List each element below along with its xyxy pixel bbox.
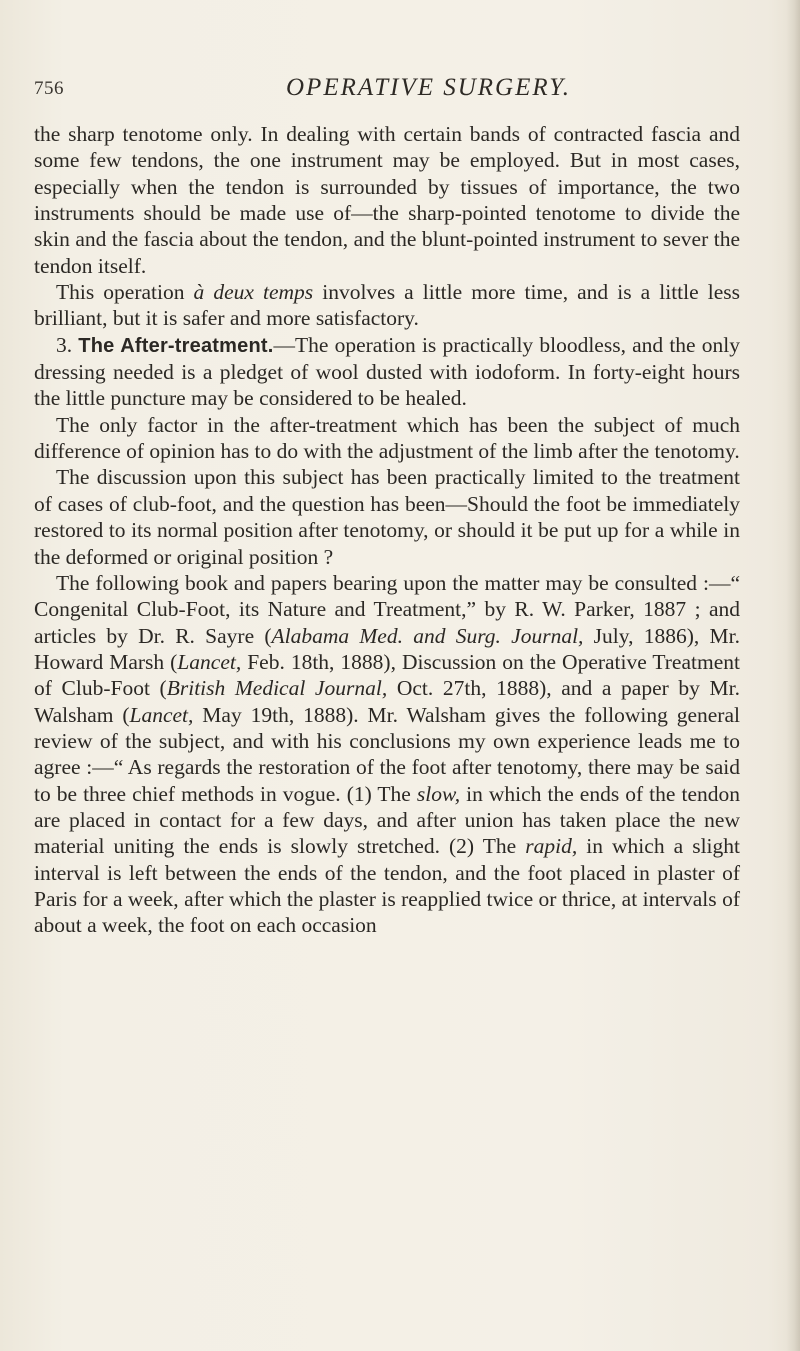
- paragraph-6-text-4: Oct. 27th, 1888), and a paper by Mr. Walsham (: [34, 676, 740, 727]
- paragraph-4: The only factor in the after-treatment which has been the subject of much difference of opinion has to do with the adjustment of the limb after the tenotomy.: [34, 412, 740, 464]
- paragraph-1: the sharp tenotome only. In dealing with certain bands of contracted fascia and some few tendons, the one instrument may be employed. But in most cases, especially when the tendon is surrounded by tissues of importance, the two instruments should be made use of—the sharp-pointed tenotome to divide the skin and the fascia about the tendon, and the blunt-pointed instrument to sever the tendon itself.: [34, 122, 740, 278]
- paragraph-3-text: —The operation is practically bloodless, and the only dressing needed is a pledget of wool dusted with iodoform. In forty-eight hours the little puncture may be considered to be healed.: [34, 332, 740, 411]
- paragraph-2-italic: à deux temps: [193, 280, 314, 305]
- running-head: OPERATIVE SURGERY.: [286, 74, 572, 101]
- paragraph-2-text-b: involves a little more time, and is a little less brilliant, but it is safer and more satisfactory.: [34, 280, 740, 331]
- paragraph-3: [34, 332, 740, 412]
- citation-journal-2: Lancet,: [177, 649, 242, 674]
- paragraph-6-text-5: May 19th, 1888). Mr. Walsham gives the following general review of the subject, and with his conclusions my own experience leads me to agree :—“ As regards the restoration of the foot after tenotomy, there may be said to be three chief methods in vogue. (1) The: [34, 702, 740, 806]
- body-text: [34, 121, 740, 939]
- paragraph-6-text-6: in which the ends of the tendon are placed in contact for a few days, and after union has taken place the new material uniting the ends is slowly stretched. (2) The: [34, 781, 740, 859]
- citation-journal-3: British Medical Journal,: [166, 676, 388, 701]
- paragraph-6-text-2: July, 1886), Mr. Howard Marsh (: [34, 623, 740, 674]
- citation-journal-1: Alabama Med. and Surg. Journal,: [271, 623, 584, 648]
- method-slow: slow,: [416, 781, 461, 806]
- section-heading: The After-treatment.: [78, 334, 274, 357]
- paragraph-2: [34, 279, 740, 332]
- page-header: [34, 74, 734, 104]
- page-number: 756: [34, 78, 64, 99]
- paragraph-6-text-3: Feb. 18th, 1888), Discussion on the Operative Treatment of Club-Foot (: [34, 649, 740, 701]
- paragraph-5: The discussion upon this subject has been practically limited to the treatment of cases of club-foot, and the question has been—Should the foot be immediately restored to its normal position after tenotomy, or should it be put up for a while in the deformed or original position ?: [34, 465, 740, 569]
- paragraph-6-text-1: The following book and papers bearing upon the matter may be consulted :—“ Congenital Club-Foot, its Nature and Treatment,” by R. W. Parker, 1887 ; and articles by Dr. R. Sayre (: [34, 570, 740, 648]
- paragraph-2-text-a: This operation: [56, 280, 194, 305]
- page-edge-shadow: [786, 0, 800, 1351]
- paragraph-6-text-7: in which a slight interval is left between the ends of the tendon, and the foot placed in plaster of Paris for a week, after which the plaster is reapplied twice or thrice, at intervals of about a week, the foot on each occasion: [34, 834, 740, 938]
- method-rapid: rapid,: [525, 834, 578, 859]
- section-number: 3.: [56, 332, 79, 357]
- paragraph-6: [34, 570, 740, 939]
- citation-journal-4: Lancet,: [129, 702, 194, 727]
